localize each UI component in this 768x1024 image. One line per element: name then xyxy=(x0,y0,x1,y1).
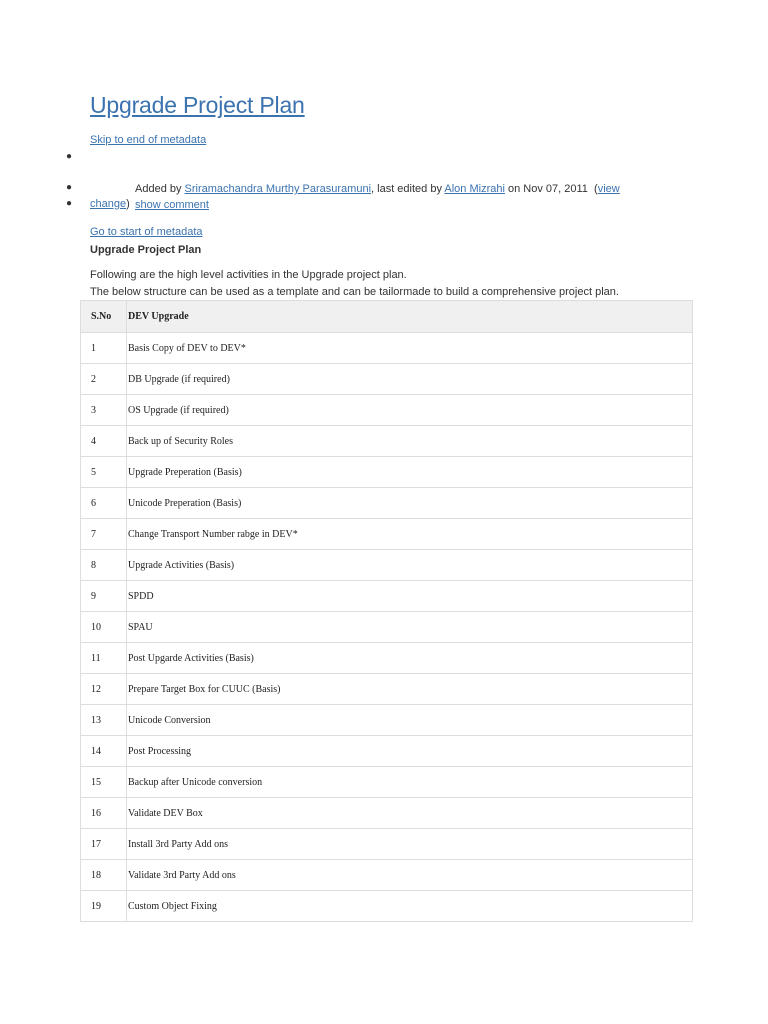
table-row xyxy=(81,550,693,581)
row-number: 15 xyxy=(81,767,127,798)
row-number: 18 xyxy=(81,860,127,891)
row-number: 1 xyxy=(81,333,127,364)
row-activity: Upgrade Preperation (Basis) xyxy=(127,457,693,488)
intro-paragraph-1: Following are the high level activities in the Upgrade project plan. xyxy=(90,269,407,281)
row-activity: DB Upgrade (if required) xyxy=(127,364,693,395)
section-heading: Upgrade Project Plan xyxy=(90,244,202,256)
added-by-prefix: Added by xyxy=(135,183,182,195)
metadata-item-empty xyxy=(66,152,666,168)
page-title-link[interactable]: Upgrade Project Plan xyxy=(90,92,305,118)
row-activity: Validate 3rd Party Add ons xyxy=(127,860,693,891)
row-number: 10 xyxy=(81,612,127,643)
row-number: 9 xyxy=(81,581,127,612)
bullet-icon: ● xyxy=(66,198,73,209)
show-comment-link[interactable]: show comment xyxy=(135,199,209,211)
table-row xyxy=(81,829,693,860)
row-activity: Basis Copy of DEV to DEV* xyxy=(127,333,693,364)
table-row xyxy=(81,767,693,798)
table-row xyxy=(81,705,693,736)
row-number: 17 xyxy=(81,829,127,860)
table-row xyxy=(81,426,693,457)
table-row xyxy=(81,395,693,426)
bullet-icon: ● xyxy=(66,151,73,162)
row-number: 5 xyxy=(81,457,127,488)
table-row xyxy=(81,674,693,705)
row-activity: Back up of Security Roles xyxy=(127,426,693,457)
header-sno: S.No xyxy=(81,301,127,333)
row-activity: Change Transport Number rabge in DEV* xyxy=(127,519,693,550)
edited-text: , last edited by xyxy=(371,183,442,195)
table-row xyxy=(81,612,693,643)
row-activity: SPAU xyxy=(127,612,693,643)
editor-link[interactable]: Alon Mizrahi xyxy=(444,183,505,195)
row-number: 12 xyxy=(81,674,127,705)
row-activity: Post Processing xyxy=(127,736,693,767)
open-paren: ( xyxy=(594,183,598,195)
row-number: 14 xyxy=(81,736,127,767)
header-dev-upgrade: DEV Upgrade xyxy=(127,301,693,333)
table-row xyxy=(81,860,693,891)
row-number: 6 xyxy=(81,488,127,519)
intro-paragraph-2: The below structure can be used as a template and can be tailormade to build a comprehensive project plan. xyxy=(90,286,619,298)
table-row xyxy=(81,798,693,829)
row-activity: Install 3rd Party Add ons xyxy=(127,829,693,860)
row-number: 3 xyxy=(81,395,127,426)
row-activity: Validate DEV Box xyxy=(127,798,693,829)
table-row xyxy=(81,488,693,519)
row-number: 7 xyxy=(81,519,127,550)
row-number: 13 xyxy=(81,705,127,736)
table-header-row xyxy=(81,301,693,333)
table-row xyxy=(81,891,693,922)
table-row xyxy=(81,333,693,364)
project-plan-table xyxy=(80,300,693,922)
view-change-link-continued[interactable]: change xyxy=(90,198,127,210)
row-activity: Custom Object Fixing xyxy=(127,891,693,922)
edit-date: on Nov 07, 2011 xyxy=(508,183,588,195)
row-activity: Unicode Preperation (Basis) xyxy=(127,488,693,519)
added-by-line xyxy=(135,183,620,195)
author-link[interactable]: Sriramachandra Murthy Parasuramuni xyxy=(184,183,372,195)
row-activity: Prepare Target Box for CUUC (Basis) xyxy=(127,674,693,705)
row-number: 4 xyxy=(81,426,127,457)
row-number: 2 xyxy=(81,364,127,395)
table-row xyxy=(81,581,693,612)
metadata-list xyxy=(66,152,666,215)
row-activity: Upgrade Activities (Basis) xyxy=(127,550,693,581)
close-paren: ) xyxy=(126,198,130,210)
row-number: 16 xyxy=(81,798,127,829)
row-number: 8 xyxy=(81,550,127,581)
row-number: 11 xyxy=(81,643,127,674)
table-row xyxy=(81,519,693,550)
table-row xyxy=(81,736,693,767)
row-activity: Backup after Unicode conversion xyxy=(127,767,693,798)
go-to-start-link[interactable]: Go to start of metadata xyxy=(90,226,203,238)
row-activity: SPDD xyxy=(127,581,693,612)
bullet-icon: ● xyxy=(66,182,73,193)
table-row xyxy=(81,643,693,674)
row-activity: OS Upgrade (if required) xyxy=(127,395,693,426)
metadata-item-comment xyxy=(66,199,666,215)
skip-to-end-link[interactable]: Skip to end of metadata xyxy=(90,134,207,146)
table-row xyxy=(81,364,693,395)
row-activity: Unicode Conversion xyxy=(127,705,693,736)
table-row xyxy=(81,457,693,488)
row-activity: Post Upgarde Activities (Basis) xyxy=(127,643,693,674)
view-change-link[interactable]: view xyxy=(597,183,620,195)
row-number: 19 xyxy=(81,891,127,922)
